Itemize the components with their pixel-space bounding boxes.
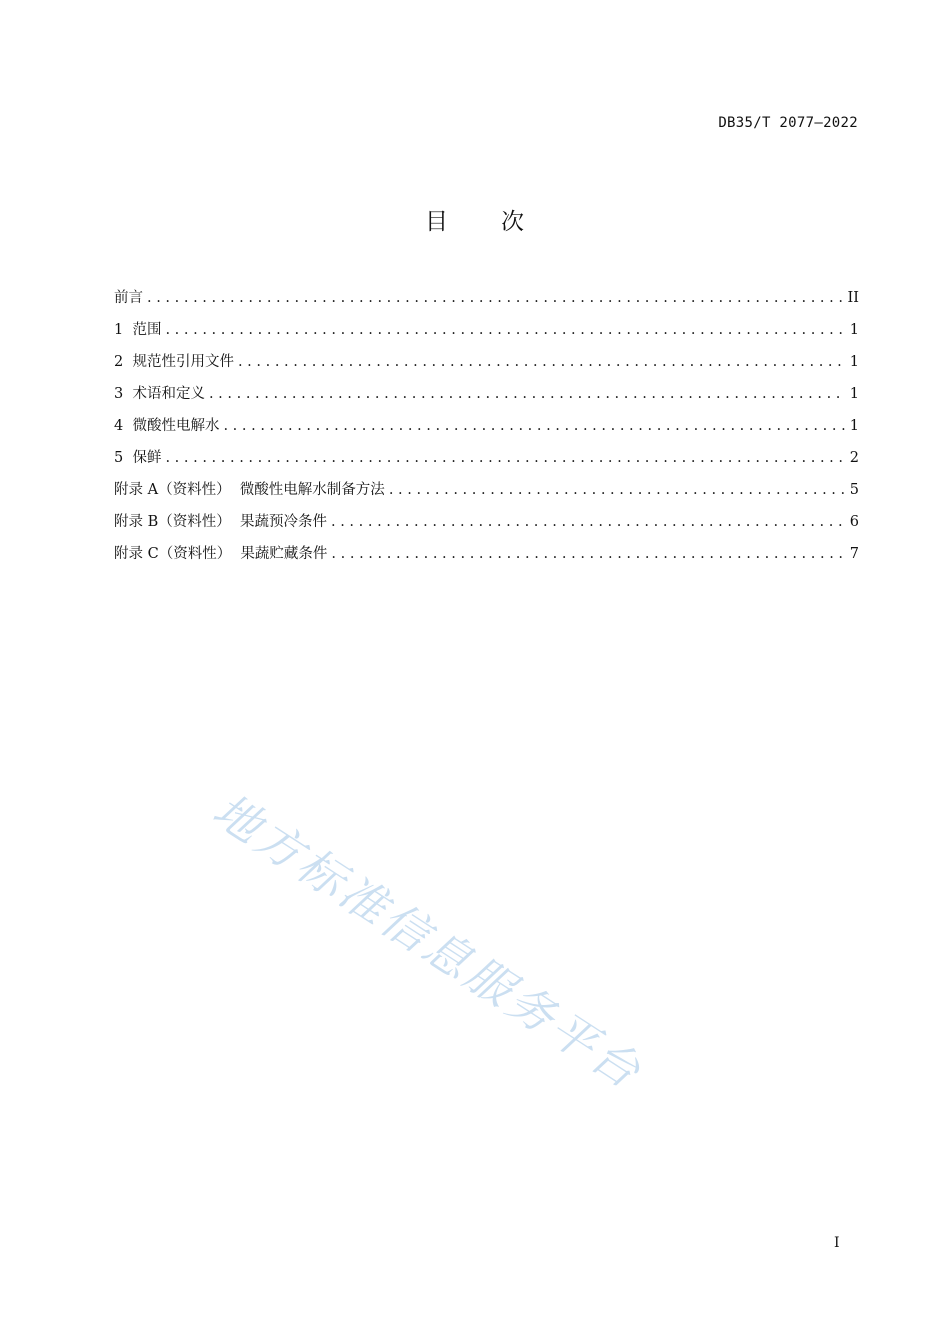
toc-entry-appendix-b[interactable] [114, 510, 859, 542]
toc-entry-page: 1 [849, 418, 859, 434]
toc-entry-page: 1 [849, 354, 859, 370]
toc-dot-leader [209, 382, 846, 406]
toc-dot-leader [331, 542, 845, 566]
toc-entry-preservation[interactable] [114, 446, 859, 478]
page-title [0, 203, 950, 236]
toc-entry-label: 附录 A（资料性） 微酸性电解水制备方法 [114, 482, 385, 498]
toc-dot-leader [165, 318, 845, 342]
toc-dot-leader [331, 510, 846, 534]
toc-entry-electrolyzed-water[interactable] [114, 414, 859, 446]
toc-entry-label: 3 术语和定义 [114, 386, 205, 402]
page-number: I [834, 1235, 840, 1251]
toc-entry-label: 2 规范性引用文件 [114, 354, 234, 370]
toc-dot-leader [389, 478, 846, 502]
toc-entry-normative-references[interactable] [114, 350, 859, 382]
toc-entry-label: 附录 C（资料性） 果蔬贮藏条件 [114, 546, 328, 562]
toc-entry-page: 6 [849, 514, 859, 530]
toc-entry-page: 1 [849, 322, 859, 338]
toc-dot-leader [223, 414, 845, 438]
toc-entry-appendix-c[interactable] [114, 542, 859, 574]
toc-entry-foreword[interactable] [114, 286, 859, 318]
toc-entry-terms-definitions[interactable] [114, 382, 859, 414]
toc-entry-label: 4 微酸性电解水 [114, 418, 220, 434]
watermark: 地方标准信息服务平台 [203, 782, 653, 1101]
toc-entry-label: 5 保鲜 [114, 450, 162, 466]
toc-entry-page: 2 [849, 450, 859, 466]
standard-code: DB35/T 2077—2022 [718, 115, 858, 131]
toc-dot-leader [147, 286, 844, 310]
toc-entry-appendix-a[interactable] [114, 478, 859, 510]
toc-dot-leader [165, 446, 845, 470]
title-part-2: 次 [501, 209, 525, 235]
toc-entry-label: 附录 B（资料性） 果蔬预冷条件 [114, 514, 327, 530]
toc-entry-scope[interactable] [114, 318, 859, 350]
toc-entry-label: 前言 [114, 290, 143, 306]
title-part-1: 目 [425, 209, 449, 235]
toc-entry-page: 5 [849, 482, 859, 498]
toc-entry-label: 1 范围 [114, 322, 162, 338]
toc-entry-page: 7 [849, 546, 859, 562]
toc-entry-page: 1 [849, 386, 859, 402]
table-of-contents [114, 286, 859, 574]
toc-entry-page: II [847, 290, 859, 306]
toc-dot-leader [238, 350, 846, 374]
